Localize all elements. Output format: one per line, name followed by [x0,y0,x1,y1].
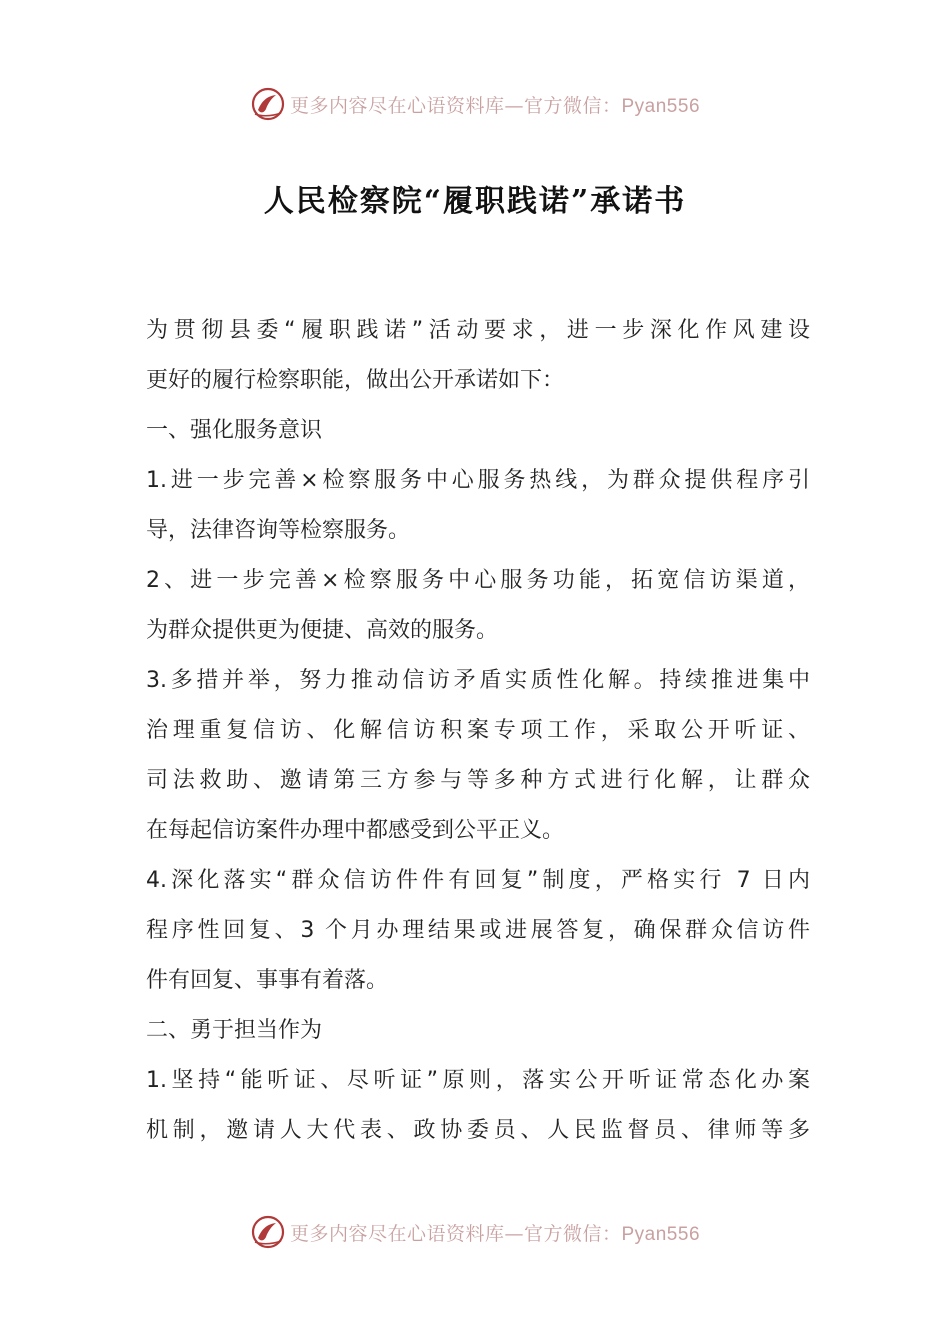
body-line: 在每起信访案件办理中都感受到公平正义。 [146,818,565,843]
body-line: 2、进一步完善×检察服务中心服务功能，拓宽信访渠道， [146,568,810,593]
body-line: 二、勇于担当作为 [146,1018,323,1043]
body-line: 程序性回复、3 个月办理结果或进展答复，确保群众信访件 [146,918,810,943]
watermark-wechat-id: Pyan556 [621,95,701,117]
body-line: 3.多措并举，努力推动信访矛盾实质性化解。持续推进集中 [146,668,810,693]
body-line: 更好的履行检察职能，做出公开承诺如下： [146,368,565,393]
watermark-text: 更多内容尽在心语资料库—官方微信： [289,1222,622,1245]
body-line: 司法救助、邀请第三方参与等多种方式进行化解，让群众 [146,768,810,793]
body-line: 1.进一步完善×检察服务中心服务热线，为群众提供程序引 [146,468,810,493]
watermark-text: 更多内容尽在心语资料库—官方微信： [289,94,622,117]
body-line: 为贯彻县委“履职践诺”活动要求，进一步深化作风建设 [146,318,810,343]
footer-watermark [0,1212,950,1252]
body-line: 机制，邀请人大代表、政协委员、人民监督员、律师等多 [146,1118,810,1143]
watermark-wechat-id: Pyan556 [621,1223,701,1245]
document-title: 人民检察院“履职践诺”承诺书 [263,184,687,219]
body-line: 一、强化服务意识 [146,418,323,443]
document-body [146,306,810,1156]
body-line: 导，法律咨询等检察服务。 [146,518,411,543]
signature-logo-icon [250,1214,286,1250]
header-watermark [0,84,950,124]
body-line: 1.坚持“能听证、尽听证”原则，落实公开听证常态化办案 [146,1068,810,1093]
body-line: 件有回复、事事有着落。 [146,968,389,993]
body-line: 4.深化落实“群众信访件件有回复”制度，严格实行 7 日内 [146,868,810,893]
body-line: 治理重复信访、化解信访积案专项工作，采取公开听证、 [146,718,810,743]
body-line: 为群众提供更为便捷、高效的服务。 [146,618,499,643]
signature-logo-icon [250,86,286,122]
